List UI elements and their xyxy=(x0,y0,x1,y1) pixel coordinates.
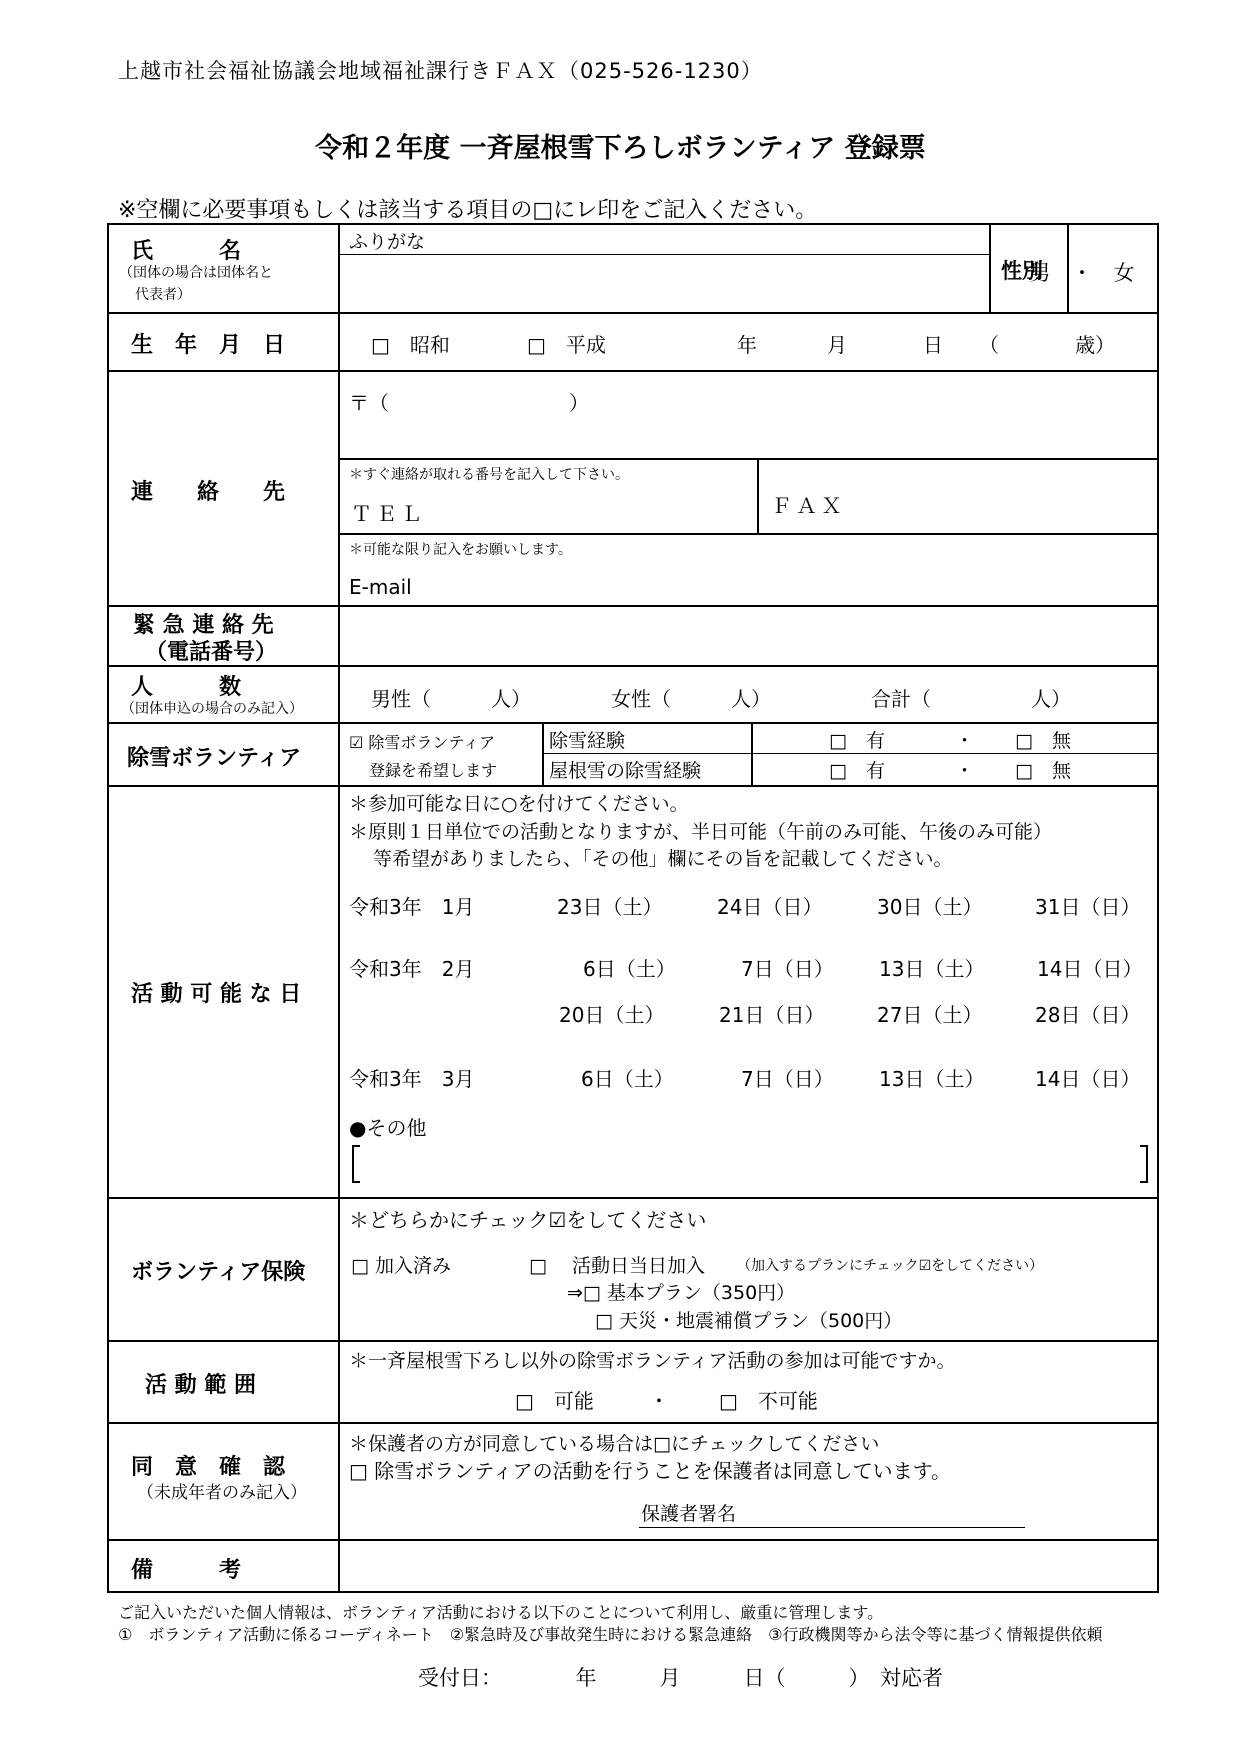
available-days-label: 活 動 可 能 な 日 xyxy=(131,982,302,1007)
day-option[interactable]: 20日（土） xyxy=(559,1003,665,1027)
day-option[interactable]: 30日（土） xyxy=(877,895,983,919)
gender-options[interactable]: 男 ・ 女 xyxy=(1029,261,1135,285)
scope-possible-checkbox[interactable]: □ 可能 xyxy=(515,1389,594,1413)
emergency-phone-field[interactable] xyxy=(341,609,1155,663)
march-label: 令和3年 3月 xyxy=(349,1067,475,1091)
day-option[interactable]: 7日（日） xyxy=(741,1067,834,1091)
day-option[interactable]: 6日（土） xyxy=(583,957,676,981)
year-unit: 年 xyxy=(737,333,757,357)
age-unit: 歳） xyxy=(1075,333,1115,357)
roof-exp-dot: ・ xyxy=(955,760,975,782)
name-label: 氏 名 xyxy=(131,239,242,264)
consent-label: 同 意 確 認 xyxy=(131,1455,286,1480)
name-sub-label-2: 代表者） xyxy=(135,287,191,303)
total-count-field[interactable]: 合計（ 人） xyxy=(871,687,1071,711)
consent-note: ＊保護者の方が同意している場合は□にチェックしてください xyxy=(349,1433,880,1455)
activity-scope-label: 活 動 範 囲 xyxy=(145,1373,256,1398)
name-field[interactable] xyxy=(341,257,987,309)
day-option[interactable]: 14日（日） xyxy=(1035,1067,1141,1091)
insurance-sameday-checkbox[interactable]: □ 活動日当日加入 xyxy=(529,1255,705,1277)
postal-code-field[interactable]: 〒（ ） xyxy=(349,391,589,415)
guardian-consent-checkbox[interactable]: □ 除雪ボランティアの活動を行うことを保護者は同意しています。 xyxy=(349,1459,952,1483)
snow-register-label: 登録を希望します xyxy=(369,761,498,780)
instruction-note: ※空欄に必要事項もしくは該当する項目の□にレ印をご記入ください。 xyxy=(118,198,818,223)
day-option[interactable]: 7日（日） xyxy=(741,957,834,981)
gender-label: 性別 xyxy=(1001,259,1043,283)
snow-exp-yes-checkbox[interactable]: □ 有 xyxy=(829,730,885,752)
day-option[interactable]: 21日（日） xyxy=(719,1003,825,1027)
emergency-contact-label: 緊 急 連 絡 先 xyxy=(133,613,274,638)
remarks-field[interactable] xyxy=(341,1543,1155,1589)
heisei-checkbox[interactable]: □ 平成 xyxy=(527,333,606,357)
guardian-signature-label: 保護者署名 xyxy=(641,1503,737,1525)
other-label: ●その他 xyxy=(349,1116,427,1140)
disaster-plan-checkbox[interactable]: □ 天災・地震補償プラン（500円） xyxy=(595,1310,903,1332)
email-field[interactable]: E-mail xyxy=(349,575,412,599)
fax-field[interactable]: ＦＡＸ xyxy=(771,494,846,518)
age-open: （ xyxy=(979,333,999,357)
contact-label: 連 絡 先 xyxy=(131,480,286,505)
days-note-2: ＊原則１日単位での活動となりますが、半日可能（午前のみ可能、午後のみ可能） xyxy=(349,821,1053,843)
day-option[interactable]: 23日（土） xyxy=(557,895,663,919)
day-unit: 日 xyxy=(923,333,943,357)
other-bracket-right xyxy=(1140,1145,1148,1183)
scope-dot: ・ xyxy=(649,1389,669,1413)
day-option[interactable]: 6日（土） xyxy=(581,1067,674,1091)
snow-exp-no-checkbox[interactable]: □ 無 xyxy=(1015,730,1071,752)
snow-volunteer-label: 除雪ボランティア xyxy=(127,746,302,771)
days-note-1: ＊参加可能な日に○を付けてください。 xyxy=(349,793,689,815)
day-option[interactable]: 27日（土） xyxy=(877,1003,983,1027)
tel-note: ＊すぐ連絡が取れる番号を記入して下さい。 xyxy=(349,467,629,483)
day-option[interactable]: 24日（日） xyxy=(717,895,823,919)
insurance-plan-note: （加入するプランにチェック☑をしてください） xyxy=(737,1258,1044,1274)
tel-field[interactable]: ＴＥＬ xyxy=(351,502,426,526)
emergency-contact-sub: （電話番号） xyxy=(145,640,278,665)
basic-plan-checkbox[interactable]: ⇒□ 基本プラン（350円） xyxy=(567,1282,796,1304)
name-sub-label: （団体の場合は団体名と xyxy=(119,265,273,281)
january-label: 令和3年 1月 xyxy=(349,895,475,919)
day-option[interactable]: 14日（日） xyxy=(1037,957,1143,981)
other-input[interactable] xyxy=(363,1145,1137,1181)
privacy-purposes: ① ボランティア活動に係るコーディネート ②緊急時及び事故発生時における緊急連絡 ③行政機関等から法令等に基づく情報提供依頼 xyxy=(118,1625,1103,1644)
birthdate-label: 生 年 月 日 xyxy=(131,333,286,358)
day-option[interactable]: 13日（土） xyxy=(879,1067,985,1091)
remarks-label: 備 考 xyxy=(131,1558,242,1583)
day-option[interactable]: 28日（日） xyxy=(1035,1003,1141,1027)
registration-form xyxy=(107,223,1159,1593)
scope-impossible-checkbox[interactable]: □ 不可能 xyxy=(719,1389,818,1413)
showa-checkbox[interactable]: □ 昭和 xyxy=(371,333,450,357)
email-note: ＊可能な限り記入をお願いします。 xyxy=(349,542,572,558)
snow-experience-label: 除雪経験 xyxy=(549,730,626,752)
furigana-label: ふりがな xyxy=(349,231,426,253)
insurance-note: ＊どちらかにチェック☑をしてください xyxy=(349,1208,707,1232)
roof-experience-label: 屋根雪の除雪経験 xyxy=(549,760,702,782)
fax-destination: 上越市社会福祉協議会地域福祉課行きＦＡＸ（025-526-1230） xyxy=(118,59,763,83)
month-unit: 月 xyxy=(827,333,847,357)
day-option[interactable]: 31日（日） xyxy=(1035,895,1141,919)
snow-register-checkbox[interactable]: ☑ 除雪ボランティア xyxy=(349,733,496,752)
snow-exp-dot: ・ xyxy=(955,730,975,752)
signature-line xyxy=(639,1527,1025,1528)
people-count-label: 人 数 xyxy=(131,675,242,700)
day-option[interactable]: 13日（土） xyxy=(879,957,985,981)
privacy-notice: ご記入いただいた個人情報は、ボランティア活動における以下のことについて利用し、厳重に管理します。 xyxy=(118,1603,884,1622)
other-bracket-left xyxy=(352,1145,360,1183)
consent-sub: （未成年者のみ記入） xyxy=(137,1483,307,1503)
roof-exp-no-checkbox[interactable]: □ 無 xyxy=(1015,760,1071,782)
february-label: 令和3年 2月 xyxy=(349,957,475,981)
insurance-label: ボランティア保険 xyxy=(131,1260,306,1285)
reception-line: 受付日： 年 月 日（ ） 対応者 xyxy=(418,1666,943,1690)
people-count-sub: （団体申込の場合のみ記入） xyxy=(121,701,303,717)
guardian-signature-field[interactable] xyxy=(749,1493,1023,1525)
insurance-joined-checkbox[interactable]: □ 加入済み xyxy=(351,1255,451,1277)
male-count-field[interactable]: 男性（ 人） xyxy=(371,687,531,711)
days-note-3: 等希望がありましたら、「その他」欄にその旨を記載してください。 xyxy=(373,848,953,870)
roof-exp-yes-checkbox[interactable]: □ 有 xyxy=(829,760,885,782)
female-count-field[interactable]: 女性（ 人） xyxy=(611,687,771,711)
scope-question: ＊一斉屋根雪下ろし以外の除雪ボランティア活動の参加は可能ですか。 xyxy=(349,1350,956,1372)
page-title: 令和２年度 一斉屋根雪下ろしボランティア 登録票 xyxy=(315,133,926,164)
